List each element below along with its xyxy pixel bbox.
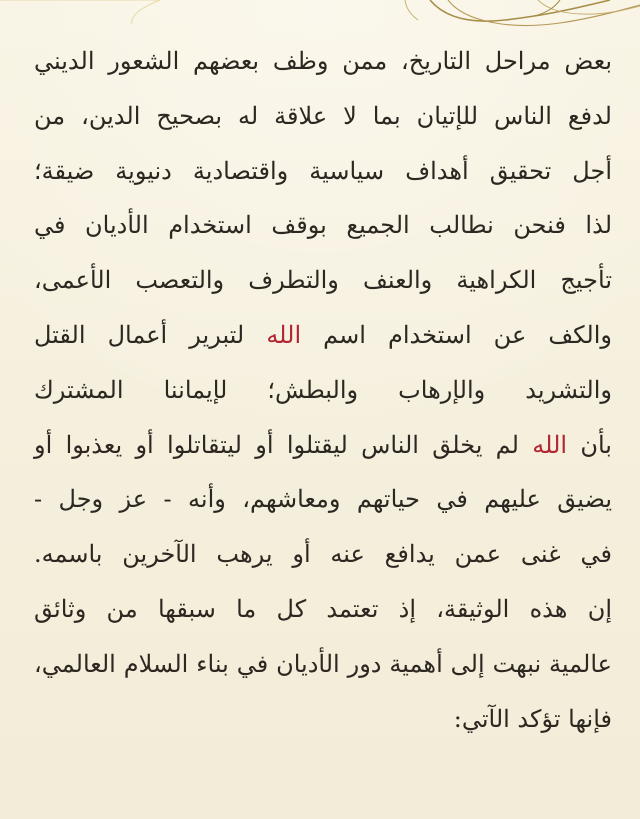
text-line-3-content: أجل تحقيق أهداف سياسية واقتصادية دنيوية ضيقة؛: [34, 156, 612, 185]
text-line-12-content: عالمية نبهت إلى أهمية دور الأديان في بناء السلام العالمي،: [34, 649, 612, 678]
arabic-text-block: [34, 34, 612, 746]
text-line-8-part-2: لم يخلق الناس ليقتلوا أو ليتقاتلوا أو يعذبوا أو: [34, 430, 533, 459]
text-line-10-content: في غنى عمن يدافع عنه أو يرهب الآخرين باسمه.: [34, 540, 612, 569]
divine-name-highlight: الله: [532, 430, 568, 459]
text-line-2-content: لدفع الناس للإتيان بما لا علاقة له بصحيح الدين، من: [34, 101, 612, 130]
divine-name-highlight: الله: [266, 320, 302, 349]
text-line-11-content: إن هذه الوثيقة، إذ تعتمد كل ما سبقها من وثائق: [34, 594, 613, 623]
text-line-5-content: تأجيج الكراهية والعنف والتطرف والتعصب الأعمى،: [34, 266, 612, 295]
text-line-7-content: والتشريد والإرهاب والبطش؛ لإيماننا المشترك: [34, 375, 612, 404]
text-line-1: [34, 34, 612, 89]
text-line-3: [34, 144, 612, 199]
text-line-8-part-1: بأن: [567, 430, 612, 459]
text-line-6-part-2: لتبرير أعمال القتل: [34, 320, 267, 349]
text-line-9-content: يضيق عليهم في حياتهم ومعاشهم، وأنه - عز وجل -: [34, 485, 612, 514]
text-line-6-part-1: والكف عن استخدام اسم: [301, 320, 613, 349]
text-line-10: [34, 527, 612, 582]
text-line-7: [34, 363, 612, 418]
text-line-4: [34, 198, 612, 253]
text-line-1-content: بعض مراحل التاريخ، ممن وظف بعضهم الشعور الديني: [34, 47, 612, 75]
text-line-12: [34, 637, 612, 692]
text-line-8: [34, 418, 612, 473]
text-line-2: [34, 89, 612, 144]
text-line-13: [34, 692, 612, 747]
text-line-9: [34, 472, 612, 527]
text-line-11: [34, 582, 612, 637]
text-line-4-content: لذا فنحن نطالب الجميع بوقف استخدام الأديان في: [34, 211, 612, 240]
text-line-6: [34, 308, 612, 363]
text-line-13-content: فإنها تؤكد الآتي:: [453, 704, 612, 733]
text-line-5: [34, 253, 612, 308]
